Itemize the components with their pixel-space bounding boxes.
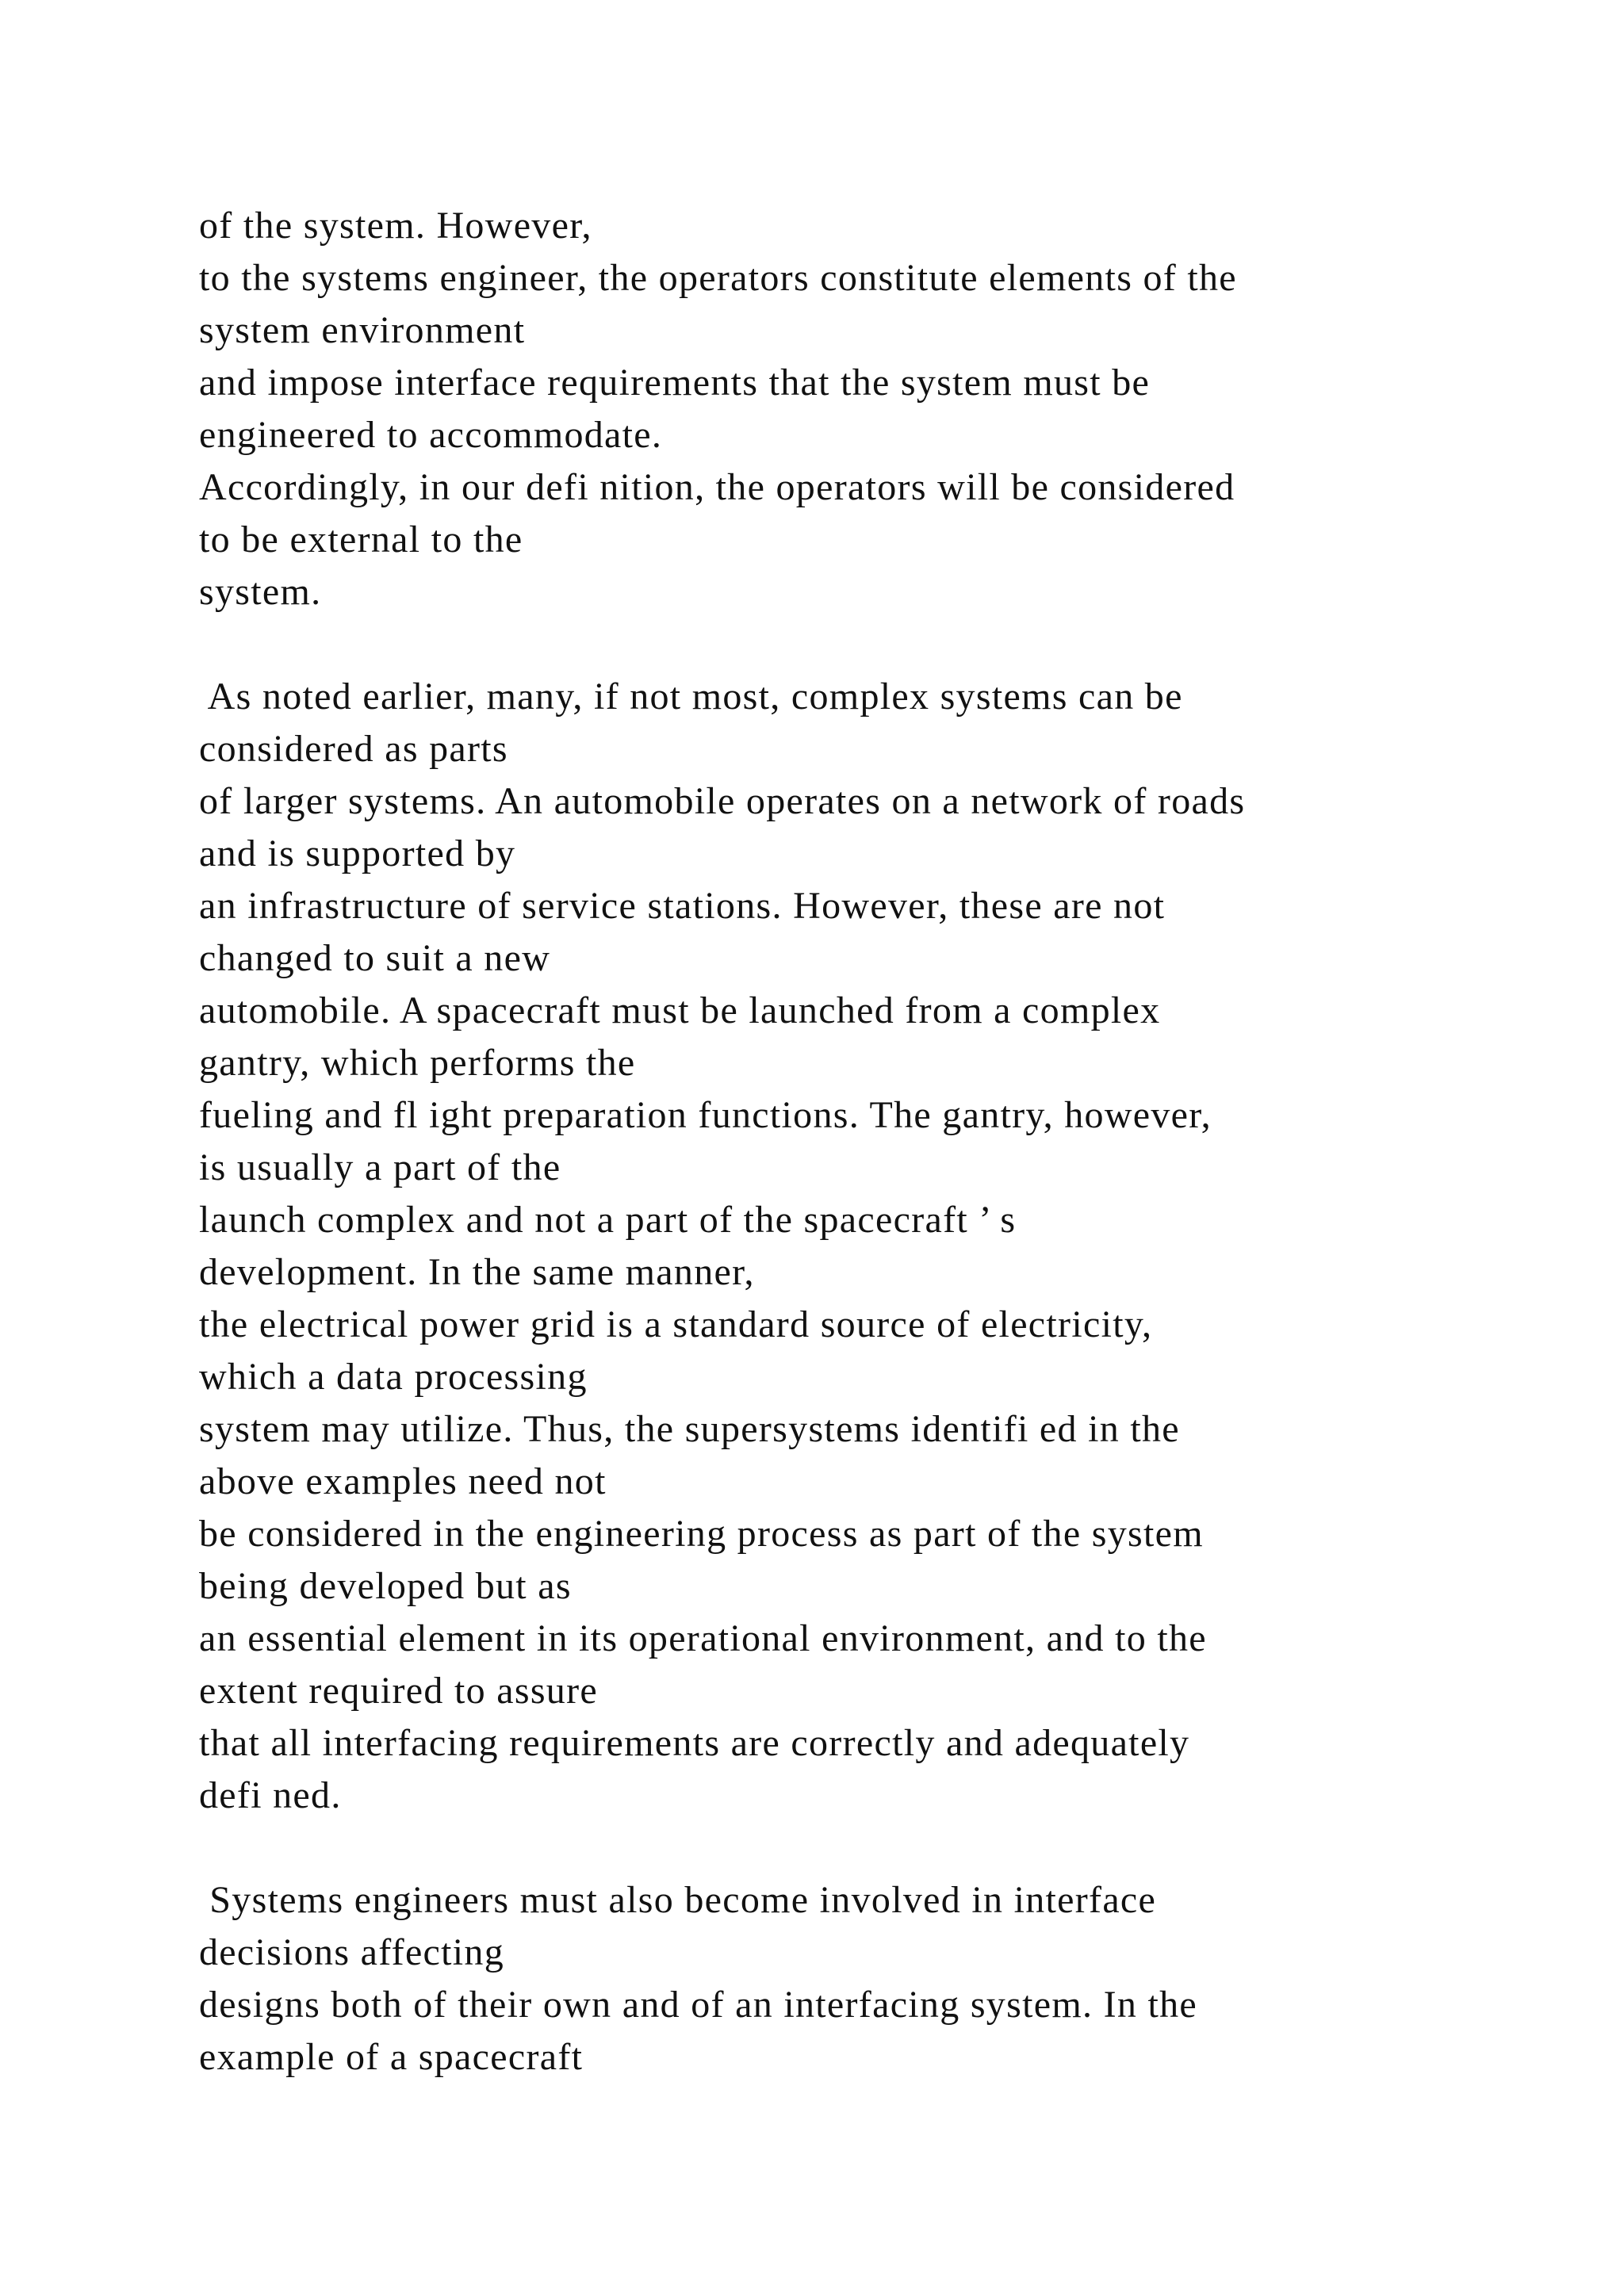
text-line: and impose interface requirements that the system must be	[199, 362, 1151, 404]
text-line: above examples need not	[199, 1460, 607, 1502]
text-line: system may utilize. Thus, the supersystems identifi ed in the	[199, 1408, 1180, 1450]
text-line: example of a spacecraft	[199, 2036, 584, 2078]
text-line: development. In the same manner,	[199, 1251, 755, 1293]
text-line: an infrastructure of service stations. However, these are not	[199, 885, 1166, 927]
text-line: to the systems engineer, the operators constitute elements of the	[199, 257, 1237, 299]
paragraph-break	[199, 1822, 1595, 1874]
text-line: extent required to assure	[199, 1670, 598, 1712]
text-line: designs both of their own and of an interfacing system. In the	[199, 1984, 1197, 2026]
text-line: Accordingly, in our defi nition, the operators will be considered	[199, 466, 1235, 508]
text-line: is usually a part of the	[199, 1146, 561, 1188]
document-text	[199, 200, 1595, 2084]
text-line: the electrical power grid is a standard source of electricity,	[199, 1303, 1153, 1345]
text-line: changed to suit a new	[199, 937, 551, 979]
text-line: launch complex and not a part of the spacecraft ’ s	[199, 1199, 1017, 1241]
paragraph-break	[199, 618, 1595, 671]
text-line: gantry, which performs the	[199, 1042, 636, 1084]
text-line: fueling and fl ight preparation functions. The gantry, however,	[199, 1094, 1212, 1136]
text-line: an essential element in its operational environment, and to the	[199, 1617, 1207, 1659]
text-line: Systems engineers must also become involved in interface	[199, 1879, 1157, 1921]
text-line: that all interfacing requirements are correctly and adequately	[199, 1722, 1190, 1764]
text-line: considered as parts	[199, 728, 508, 770]
text-line: system environment	[199, 309, 526, 351]
text-line: As noted earlier, many, if not most, complex systems can be	[199, 675, 1183, 718]
text-line: decisions affecting	[199, 1931, 505, 1973]
text-line: engineered to accommodate.	[199, 414, 663, 456]
paragraph	[199, 1874, 1595, 2084]
text-line: being developed but as	[199, 1565, 572, 1607]
text-line: defi ned.	[199, 1774, 342, 1816]
text-line: which a data processing	[199, 1356, 588, 1398]
text-line: to be external to the	[199, 519, 523, 561]
text-line: of the system. However,	[199, 205, 592, 247]
text-line: system.	[199, 571, 322, 613]
text-line: automobile. A spacecraft must be launched from a complex	[199, 989, 1161, 1031]
text-line: be considered in the engineering process as part of the system	[199, 1513, 1204, 1555]
paragraph	[199, 200, 1595, 618]
text-line: and is supported by	[199, 832, 516, 874]
paragraph	[199, 671, 1595, 1822]
text-line: of larger systems. An automobile operates on a network of roads	[199, 780, 1246, 822]
